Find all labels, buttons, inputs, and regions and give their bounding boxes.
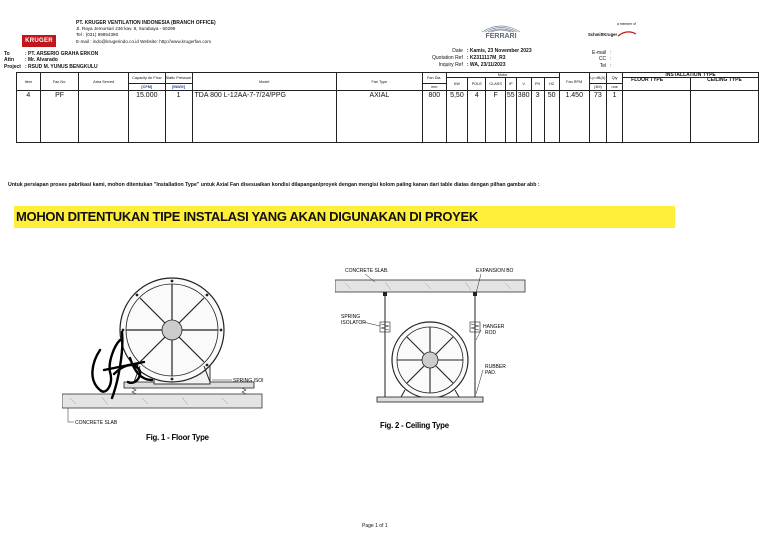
member-logo-text: SchmittKruger: [588, 31, 618, 37]
to-value: : PT. ARSERIO GRAHA ERKON: [24, 51, 99, 57]
header-floor: FLOOR TYPE: [623, 78, 691, 91]
ferrari-logo-text: FERRARI: [485, 33, 517, 40]
quotation-value: : K2311117M_R3: [466, 55, 506, 62]
ferrari-logo-icon: [468, 22, 534, 44]
header-lp-unit: (3M): [589, 84, 606, 91]
label-expansion-bolt: EXPANSION BO: [476, 268, 514, 274]
cell-capacity: 15.000: [128, 91, 165, 143]
attn-value: : Mr. Alvarado: [24, 57, 58, 64]
floor-concrete-slab: [62, 394, 262, 408]
attn-label: Attn: [4, 57, 14, 64]
header-rpm: Fan RPM: [559, 73, 589, 91]
cell-v: 380: [516, 91, 531, 143]
header-qty: Qty: [607, 73, 623, 84]
label-spring-iso: SPRING ISOI: [233, 378, 264, 384]
label-hanger-line2: ROD: [485, 330, 497, 336]
header-static-unit: [INWG]: [165, 84, 192, 91]
ferrari-logo: [468, 22, 534, 44]
header-capacity: Capacity Air Flow: [128, 73, 165, 84]
cell-area: [79, 91, 129, 143]
header-ip: IP: [505, 78, 516, 91]
cell-ph: 3: [531, 91, 544, 143]
label-spring-line2: ISOLATOR: [341, 320, 366, 326]
email-value: :: [610, 50, 612, 56]
ceiling-concrete-slab: [335, 280, 525, 292]
cell-item: 4: [17, 91, 41, 143]
header-area: Area Served: [79, 73, 129, 91]
header-fan-dia: Fan Dia.: [422, 73, 446, 84]
header-v: V: [516, 78, 531, 91]
kruger-logo: KRUGER: [22, 35, 56, 47]
cell-lp: 73: [589, 91, 606, 143]
recipient-block: [4, 51, 102, 70]
cell-class: F: [486, 91, 505, 143]
header-installation: INSTALLATION TYPE: [623, 73, 759, 78]
member-text: a member of: [616, 22, 636, 26]
header-fan-dia-unit: mm: [422, 84, 446, 91]
quotation-table: [16, 72, 759, 143]
instruction-note: Untuk persiapan proses pabrikasi kami, mohon ditentukan "Installation Type" untuk Axial Fan disesuaikan kondisi dilapangan/proyek dengan mengisi kolom paling kanan dari table diatas dengan pilhan gambar abb :: [8, 182, 540, 188]
project-label: Project: [4, 63, 21, 70]
to-label: To: [4, 51, 10, 57]
figure-floor-type: [62, 262, 272, 446]
header-static: Static Pressure: [165, 73, 192, 84]
spring-isolators: [132, 388, 246, 394]
header-model: Model: [192, 73, 336, 91]
cell-pole: 4: [468, 91, 486, 143]
cell-hz: 50: [544, 91, 559, 143]
label-rubber-line2: PAD.: [485, 370, 497, 376]
date-value: : Kamis, 23 November 2023: [466, 48, 532, 54]
tel-value: :: [610, 62, 612, 69]
cell-ip: 55: [505, 91, 516, 143]
figure2-caption: Fig. 2 - Ceiling Type: [380, 421, 449, 430]
inquiry-value: : WA, 23/11/2023: [466, 62, 506, 69]
header-ph: PH: [531, 78, 544, 91]
figure1-caption: Fig. 1 - Floor Type: [146, 433, 209, 442]
header-fan-type: Fan Type: [336, 73, 422, 91]
header-qty-unit: nos: [607, 84, 623, 91]
company-phone: Tel : (031) 99854380: [76, 32, 119, 38]
tel-label: Tel: [599, 62, 607, 69]
member-badge: [588, 22, 650, 48]
cell-floor-type[interactable]: [623, 91, 691, 143]
cc-label: CC: [598, 56, 607, 63]
cell-fan-type: AXIAL: [336, 91, 422, 143]
cc-value: :: [610, 56, 612, 63]
ceiling-support-beam: [377, 397, 483, 402]
header-ceiling: CEILING TYPE: [691, 78, 759, 91]
instruction-banner: [14, 206, 675, 228]
cell-fan-dia: 800: [422, 91, 446, 143]
label-spring-line1: SPRING: [341, 314, 361, 320]
cell-model: TDA 800 L-12AA-7-7/24/PPG: [192, 91, 336, 143]
contact-fields: [590, 50, 614, 69]
page-number: Page 1 of 1: [362, 523, 388, 529]
member-swoosh-icon: [617, 30, 637, 38]
project-value: : RSUD M. YUNUS BENGKULU: [24, 63, 98, 70]
inquiry-label: Inquiry Ref: [438, 62, 463, 69]
cell-qty: 1: [607, 91, 623, 143]
table-row: [17, 91, 759, 143]
company-address: Jl. Raya Jemursari 236 kav. 8, Surabaya - 60299: [76, 26, 176, 32]
figure-ceiling-type: [335, 262, 530, 434]
header-kw: KW: [446, 78, 468, 91]
header-lp: Lp dB(A): [589, 73, 606, 84]
email-label: E-mail: [592, 50, 607, 56]
header-class: CLASS: [486, 78, 505, 91]
header-capacity-unit: [CFM]: [128, 84, 165, 91]
cell-ceiling-type[interactable]: [691, 91, 759, 143]
quotation-label: Quotation Ref: [432, 55, 463, 62]
cell-fan-no: PF: [40, 91, 79, 143]
ceiling-fan-hub: [422, 352, 438, 368]
company-name: PT. KRUGER VENTILATION INDONESIA (BRANCH OFFICE): [76, 20, 216, 26]
header-hz: HZ: [544, 78, 559, 91]
reference-block: [430, 48, 534, 70]
company-contact: E-mail : indo@krugerindo.co.id Website: http://www.krugerfan.com: [76, 38, 212, 44]
cell-static: 1: [165, 91, 192, 143]
header-fan-no: Fan No.: [40, 73, 79, 91]
ceiling-type-drawing: [335, 262, 530, 434]
label-concrete-slab: CONCRETE SLAB: [75, 420, 118, 426]
label-rubber-line1: RUBBER: [485, 364, 506, 370]
cell-rpm: 1.450: [559, 91, 589, 143]
header-pole: POLE: [468, 78, 486, 91]
header-motor: Motor: [446, 73, 559, 78]
label-hanger-line1: HANGER: [483, 324, 505, 330]
date-label: Date: [452, 48, 463, 54]
header-item: Item: [17, 73, 41, 91]
label-ceiling-concrete: CONCRETE SLAB.: [345, 268, 389, 274]
company-info: [76, 20, 216, 45]
floor-type-drawing: [62, 262, 272, 446]
cell-kw: 5,50: [446, 91, 468, 143]
banner-text: MOHON DITENTUKAN TIPE INSTALASI YANG AKAN DIGUNAKAN DI PROYEK: [16, 209, 479, 224]
